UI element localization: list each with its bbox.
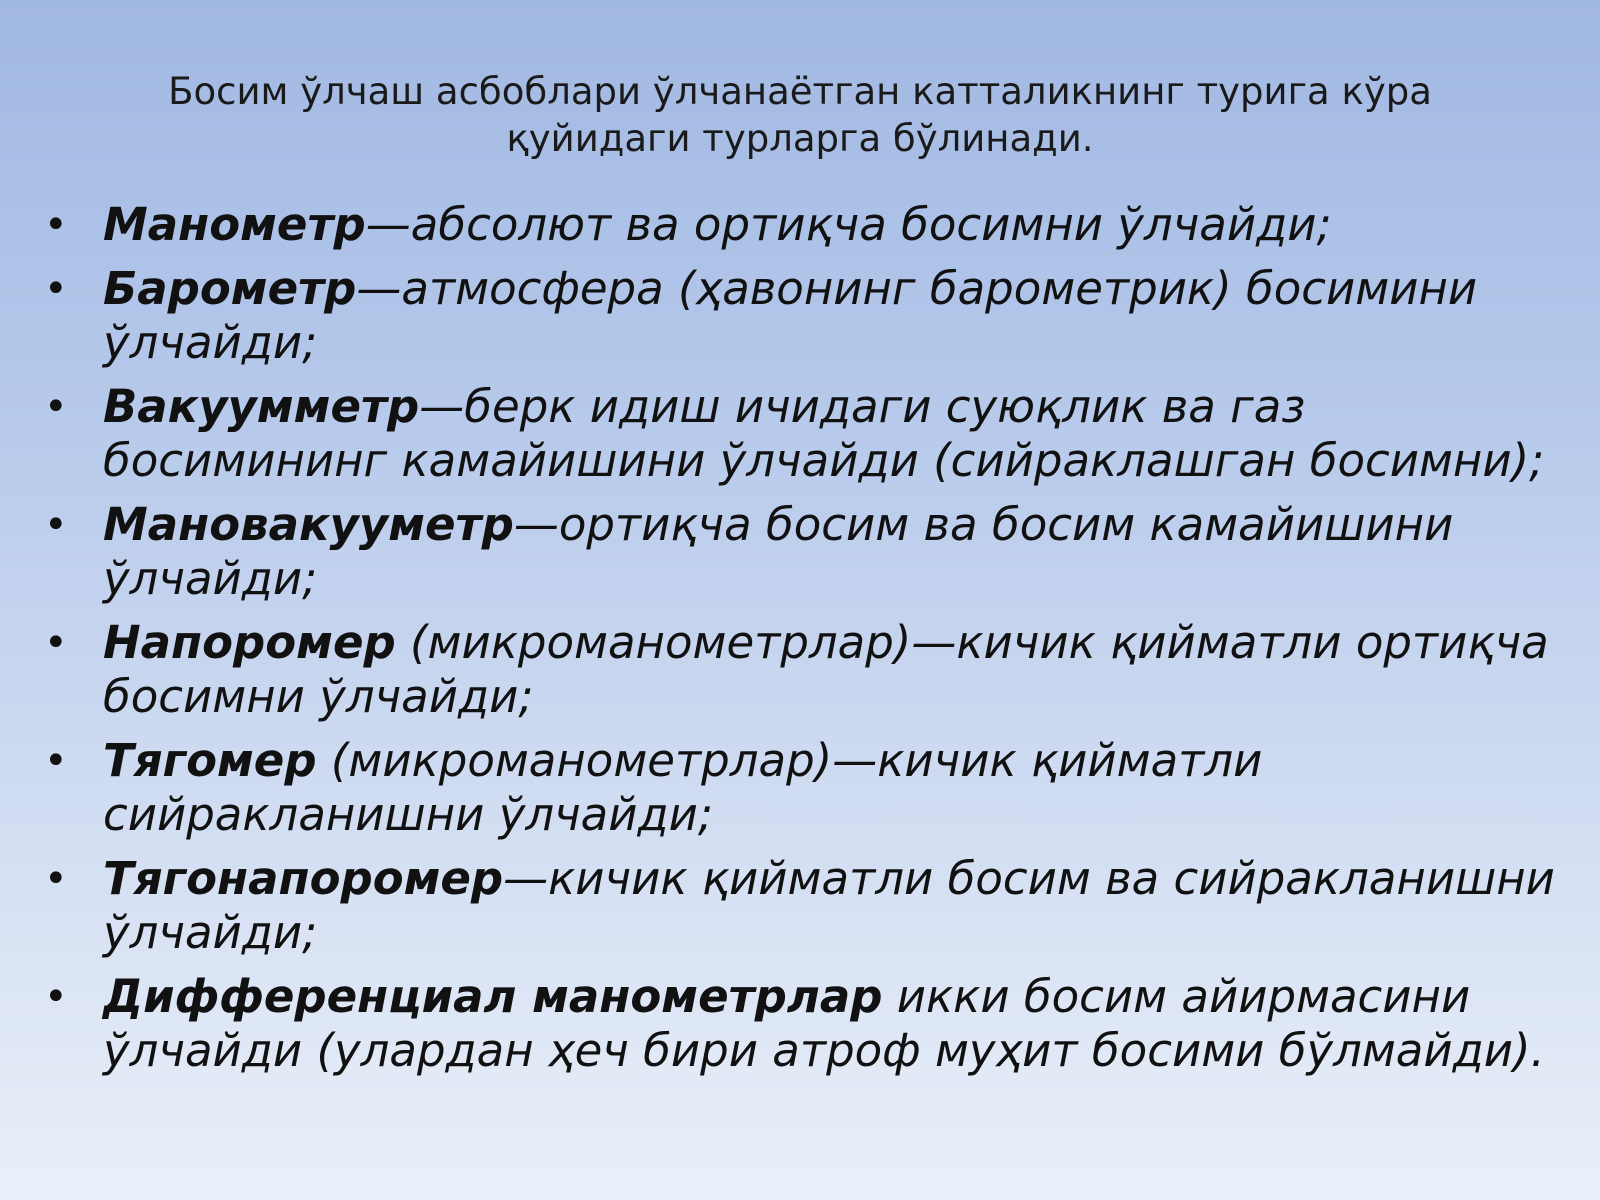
item-term: Манометр — [103, 198, 366, 251]
item-term: Тягонапоромер — [103, 852, 504, 905]
bullet-icon: • — [44, 502, 68, 548]
item-term: Напоромер — [103, 616, 396, 669]
bullet-icon: • — [44, 202, 68, 248]
bullet-icon: • — [44, 620, 68, 666]
item-description: —кичик қийматли сийракланишни ўлчайди; — [103, 734, 1263, 841]
item-description: —берк идиш ичидаги суюқлик ва газ босимининг камайишини ўлчайди (сийраклашган босимни); — [103, 380, 1545, 487]
bullet-icon: • — [44, 266, 68, 312]
bullet-icon: • — [44, 384, 68, 430]
item-paren: (микроманометрлар) — [316, 734, 833, 787]
item-term: Дифференциал манометрлар — [103, 970, 883, 1023]
bullet-icon: • — [44, 738, 68, 784]
list-item-differential-manometer — [40, 970, 1580, 1078]
bullet-icon: • — [44, 856, 68, 902]
item-description: —кичик қийматли ортиқча босимни ўлчайди; — [103, 616, 1549, 723]
item-paren: (микроманометрлар) — [395, 616, 912, 669]
item-term: Тягомер — [103, 734, 317, 787]
item-description: икки босим айирмасини ўлчайди (улардан ҳеч бири атроф муҳит босими бўлмайди). — [103, 970, 1545, 1077]
item-description: —абсолют ва ортиқча босимни ўлчайди; — [365, 198, 1332, 251]
item-term: Вакуумметр — [103, 380, 420, 433]
list-item-manometer — [40, 198, 1580, 252]
list-item-draft-pressure-gauge — [40, 852, 1580, 960]
instrument-list — [40, 198, 1580, 1088]
title-line-2: қуйидаги турларга бўлинади. — [506, 117, 1094, 160]
list-item-vacuum-meter — [40, 380, 1580, 488]
list-item-barometer — [40, 262, 1580, 370]
item-description: —кичик қийматли босим ва сийракланишни ўлчайди; — [103, 852, 1555, 959]
list-item-draft-gauge — [40, 616, 1580, 724]
list-item-tyagomer — [40, 734, 1580, 842]
bullet-icon: • — [44, 974, 68, 1020]
title-line-1: Босим ўлчаш асбоблари ўлчанаётган катталикнинг турига кўра — [168, 70, 1432, 113]
item-description: —ортиқча босим ва босим камайишини ўлчайди; — [103, 498, 1454, 605]
list-item-manovacuum-meter — [40, 498, 1580, 606]
slide-title — [100, 68, 1500, 162]
item-description: —атмосфера (ҳавонинг барометрик) босимини ўлчайди; — [103, 262, 1478, 369]
item-term: Мановакууметр — [103, 498, 514, 551]
item-term: Барометр — [103, 262, 357, 315]
